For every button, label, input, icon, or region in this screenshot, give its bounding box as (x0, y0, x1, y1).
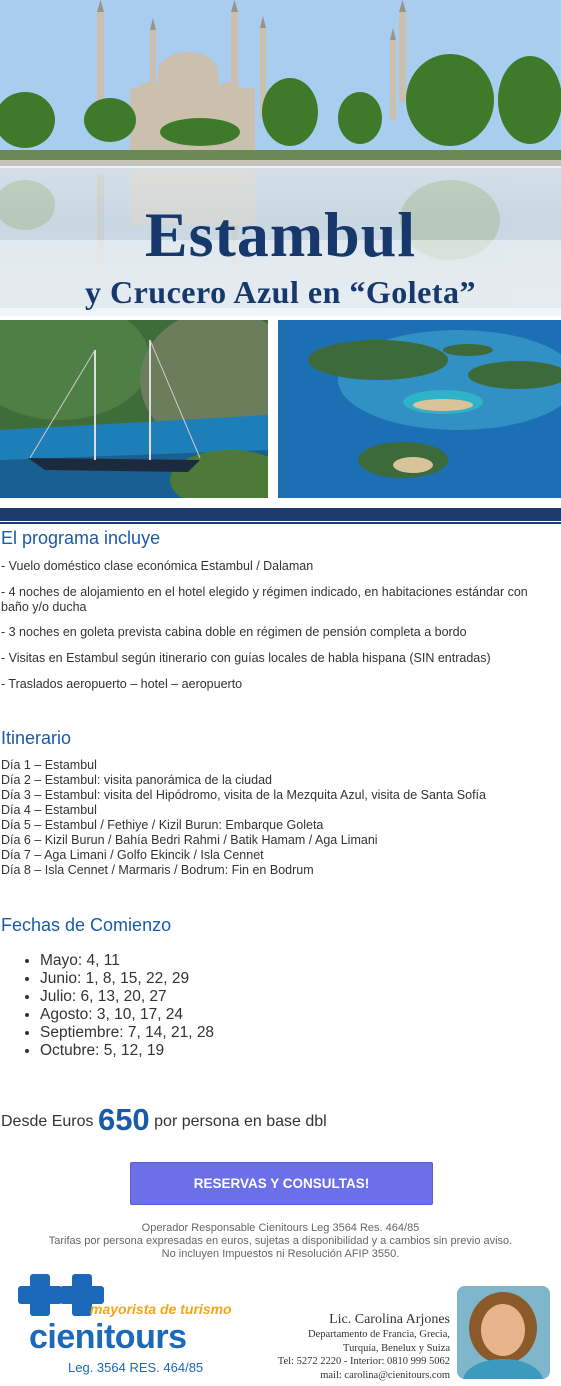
program-item: - Visitas en Estambul según itinerario con guías locales de habla hispana (SIN entradas) (1, 651, 491, 665)
price-amount: 650 (97, 1102, 150, 1137)
hero-title: Estambul (144, 199, 417, 270)
itinerary-day: Día 6 – Kizil Burun / Bahía Bedri Rahmi / Batik Hamam / Aga Limani (1, 833, 378, 847)
contact-block (278, 1311, 450, 1382)
program-heading: El programa incluye (1, 528, 161, 548)
date-item: • Junio: 1, 8, 15, 22, 29 (40, 970, 214, 988)
itinerary-day: Día 1 – Estambul (1, 758, 97, 772)
divider-line (0, 522, 561, 524)
date-item: • Julio: 6, 13, 20, 27 (40, 988, 214, 1006)
contact-name: Lic. Carolina Arjones (329, 1312, 450, 1327)
itinerary-list (1, 758, 557, 878)
date-item: • Agosto: 3, 10, 17, 24 (40, 1006, 214, 1024)
contact-dept: Turquía, Benelux y Suiza (343, 1342, 450, 1354)
itinerary-heading: Itinerario (1, 728, 72, 748)
logo-tagline: mayorista de turismo (90, 1301, 232, 1317)
itinerary-day: Día 2 – Estambul: visita panorámica de la ciudad (1, 773, 272, 787)
dates-list (0, 952, 214, 1060)
date-item: • Mayo: 4, 11 (40, 952, 214, 970)
program-item: - 4 noches de alojamiento en el hotel elegido y régimen indicado, en habitaciones estándar con baño y/o ducha (1, 585, 528, 614)
legal-taxes: No incluyen Impuestos ni Resolución AFIP 3550. (161, 1248, 400, 1260)
itinerary-day: Día 3 – Estambul: visita del Hipódromo, visita de la Mezquita Azul, visita de Santa Sofía (1, 788, 486, 802)
price-line (1, 1102, 327, 1138)
date-item: • Octubre: 5, 12, 19 (40, 1042, 214, 1060)
contact-mail[interactable]: mail: carolina@cienitours.com (320, 1369, 450, 1381)
logo-name: cienitours (29, 1318, 187, 1356)
dates-heading: Fechas de Comienzo (1, 915, 172, 935)
reservas-button[interactable]: RESERVAS Y CONSULTAS! (130, 1162, 433, 1205)
avatar (457, 1286, 550, 1379)
sailboat-photo (0, 320, 268, 498)
logo-legajo: Leg. 3564 RES. 464/85 (68, 1360, 204, 1375)
blue-lagoon-photo (278, 320, 561, 498)
hero-banner (0, 0, 561, 316)
program-item: - Vuelo doméstico clase económica Estambul / Dalaman (1, 559, 314, 573)
itinerary-day: Día 8 – Isla Cennet / Marmaris / Bodrum: Fin en Bodrum (1, 863, 314, 877)
itinerary-day: Día 7 – Aga Limani / Golfo Ekincik / Isla Cennet (1, 848, 264, 862)
divider-bar (0, 508, 561, 521)
price-prefix: Desde Euros (1, 1113, 94, 1130)
date-item: • Septiembre: 7, 14, 21, 28 (40, 1024, 214, 1042)
program-item: - 3 noches en goleta prevista cabina doble en régimen de pensión completa a bordo (1, 625, 467, 639)
contact-dept: Departamento de Francia, Grecia, (308, 1329, 450, 1340)
program-item: - Traslados aeropuerto – hotel – aeropuerto (1, 677, 243, 691)
hero-subtitle: y Crucero Azul en “Goleta” (84, 274, 476, 310)
legal-operator: Operador Responsable Cienitours Leg 3564 Res. 464/85 (141, 1222, 420, 1234)
itinerary-day: Día 4 – Estambul (1, 803, 97, 817)
price-suffix: por persona en base dbl (154, 1113, 327, 1130)
itinerary-day: Día 5 – Estambul / Fethiye / Kizil Burun: Embarque Goleta (1, 818, 324, 832)
contact-phone: Tel: 5272 2220 - Interior: 0810 999 5062 (277, 1356, 450, 1367)
legal-tariffs: Tarifas por persona expresadas en euros, sujetas a disponibilidad y a cambios sin previo aviso. (48, 1235, 513, 1247)
